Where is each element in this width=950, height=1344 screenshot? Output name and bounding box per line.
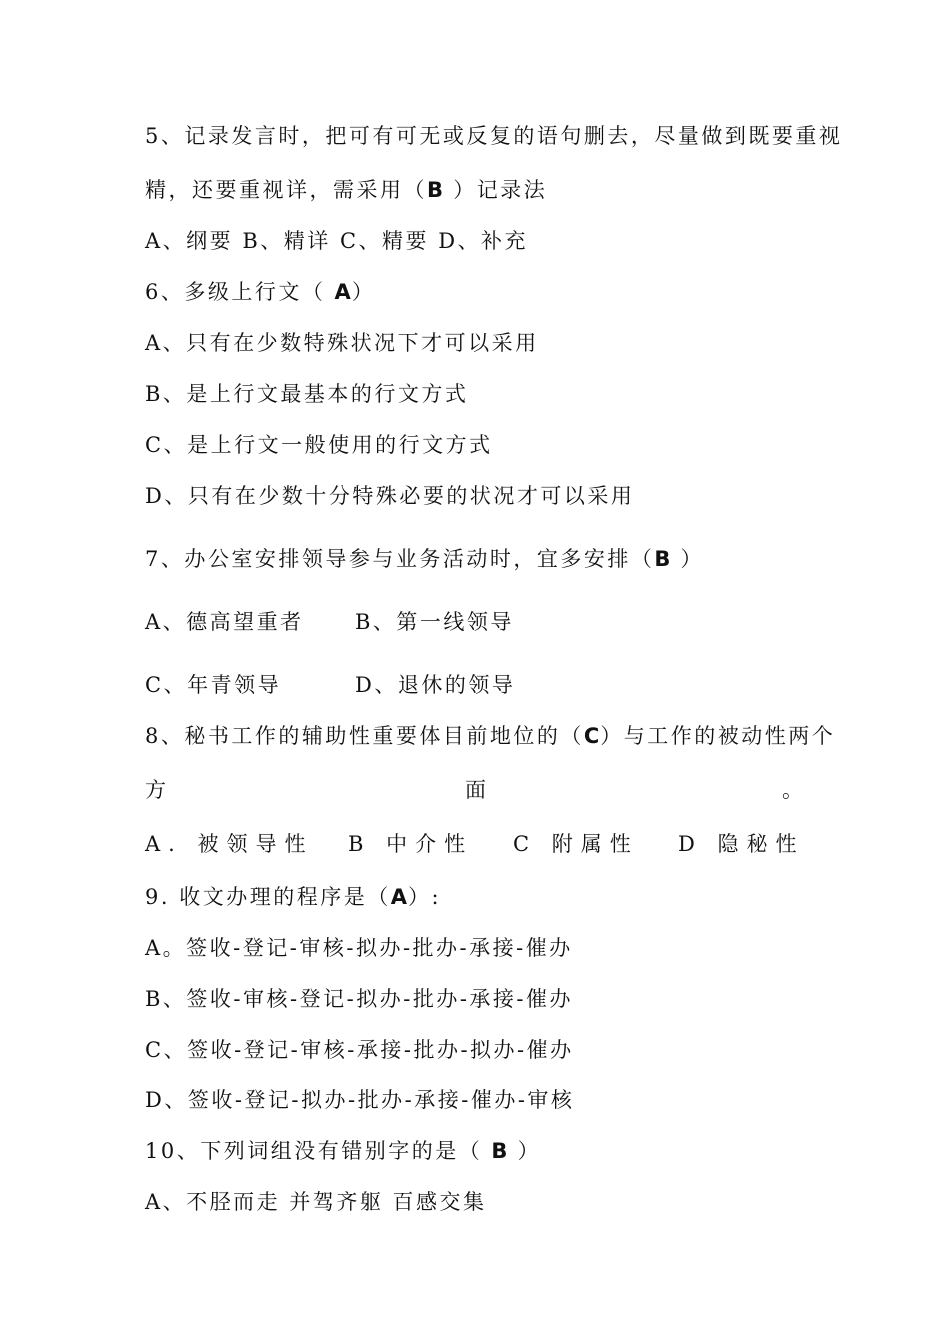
q6-option-c: C、是上行文一般使用的行文方式 xyxy=(145,433,493,457)
q9-answer: A xyxy=(390,885,408,909)
q6-answer: A xyxy=(334,280,352,304)
q7-question: 7、办公室安排领导参与业务活动时，宜多安排（B ） xyxy=(145,547,705,571)
q10-question: 10、下列词组没有错别字的是（ B ） xyxy=(145,1139,542,1163)
q6-option-d: D、只有在少数十分特殊必要的状况才可以采用 xyxy=(145,484,635,508)
q9-option-b: B、签收-审核-登记-拟办-批办-承接-催办 xyxy=(145,987,574,1011)
q10-answer: B xyxy=(491,1139,509,1163)
q8-word-1: 方 xyxy=(145,778,166,802)
q8-word-2: 面 xyxy=(465,778,486,802)
q8-option-d: D 隐秘性 xyxy=(678,832,805,856)
q6-option-b: B、是上行文最基本的行文方式 xyxy=(145,382,469,406)
q9-option-a: A。签收-登记-审核-拟办-批办-承接-催办 xyxy=(145,936,573,960)
q7-option-d: D、退休的领导 xyxy=(355,673,516,697)
q6-option-a: A、只有在少数特殊状况下才可以采用 xyxy=(145,331,539,355)
q8-question: 8、秘书工作的辅助性重要体目前地位的（C）与工作的被动性两个 xyxy=(145,724,836,748)
q8-option-c: C 附属性 xyxy=(513,832,639,856)
q8-answer: C xyxy=(583,724,601,748)
q9-question: 9. 收文办理的程序是（A）: xyxy=(145,885,442,909)
q9-option-d: D、签收-登记-拟办-批办-承接-催办-审核 xyxy=(145,1088,575,1112)
q8-word-3: 。 xyxy=(782,778,803,802)
q7-option-b: B、第一线领导 xyxy=(355,610,514,634)
q8-option-a: A. 被领导性 xyxy=(145,832,314,856)
q5-line1: 5、记录发言时，把可有可无或反复的语句删去，尽量做到既要重视 xyxy=(145,124,843,148)
q9-option-c: C、签收-登记-审核-承接-批办-拟办-催办 xyxy=(145,1038,574,1062)
q7-option-c: C、年青领导 xyxy=(145,673,282,697)
q7-answer: B xyxy=(654,547,672,571)
q5-options: A、纲要 B、精详 C、精要 D、补充 xyxy=(145,229,529,253)
q10-option-a: A、不胫而走 并驾齐躯 百感交集 xyxy=(145,1190,487,1214)
q7-option-a: A、德高望重者 xyxy=(145,610,304,634)
q6-question: 6、多级上行文（ A） xyxy=(145,280,376,304)
q5-answer: B xyxy=(427,178,445,202)
q8-option-b: B 中介性 xyxy=(348,832,474,856)
q5-line2: 精，还要重视详，需采用（B ）记录法 xyxy=(145,178,548,202)
